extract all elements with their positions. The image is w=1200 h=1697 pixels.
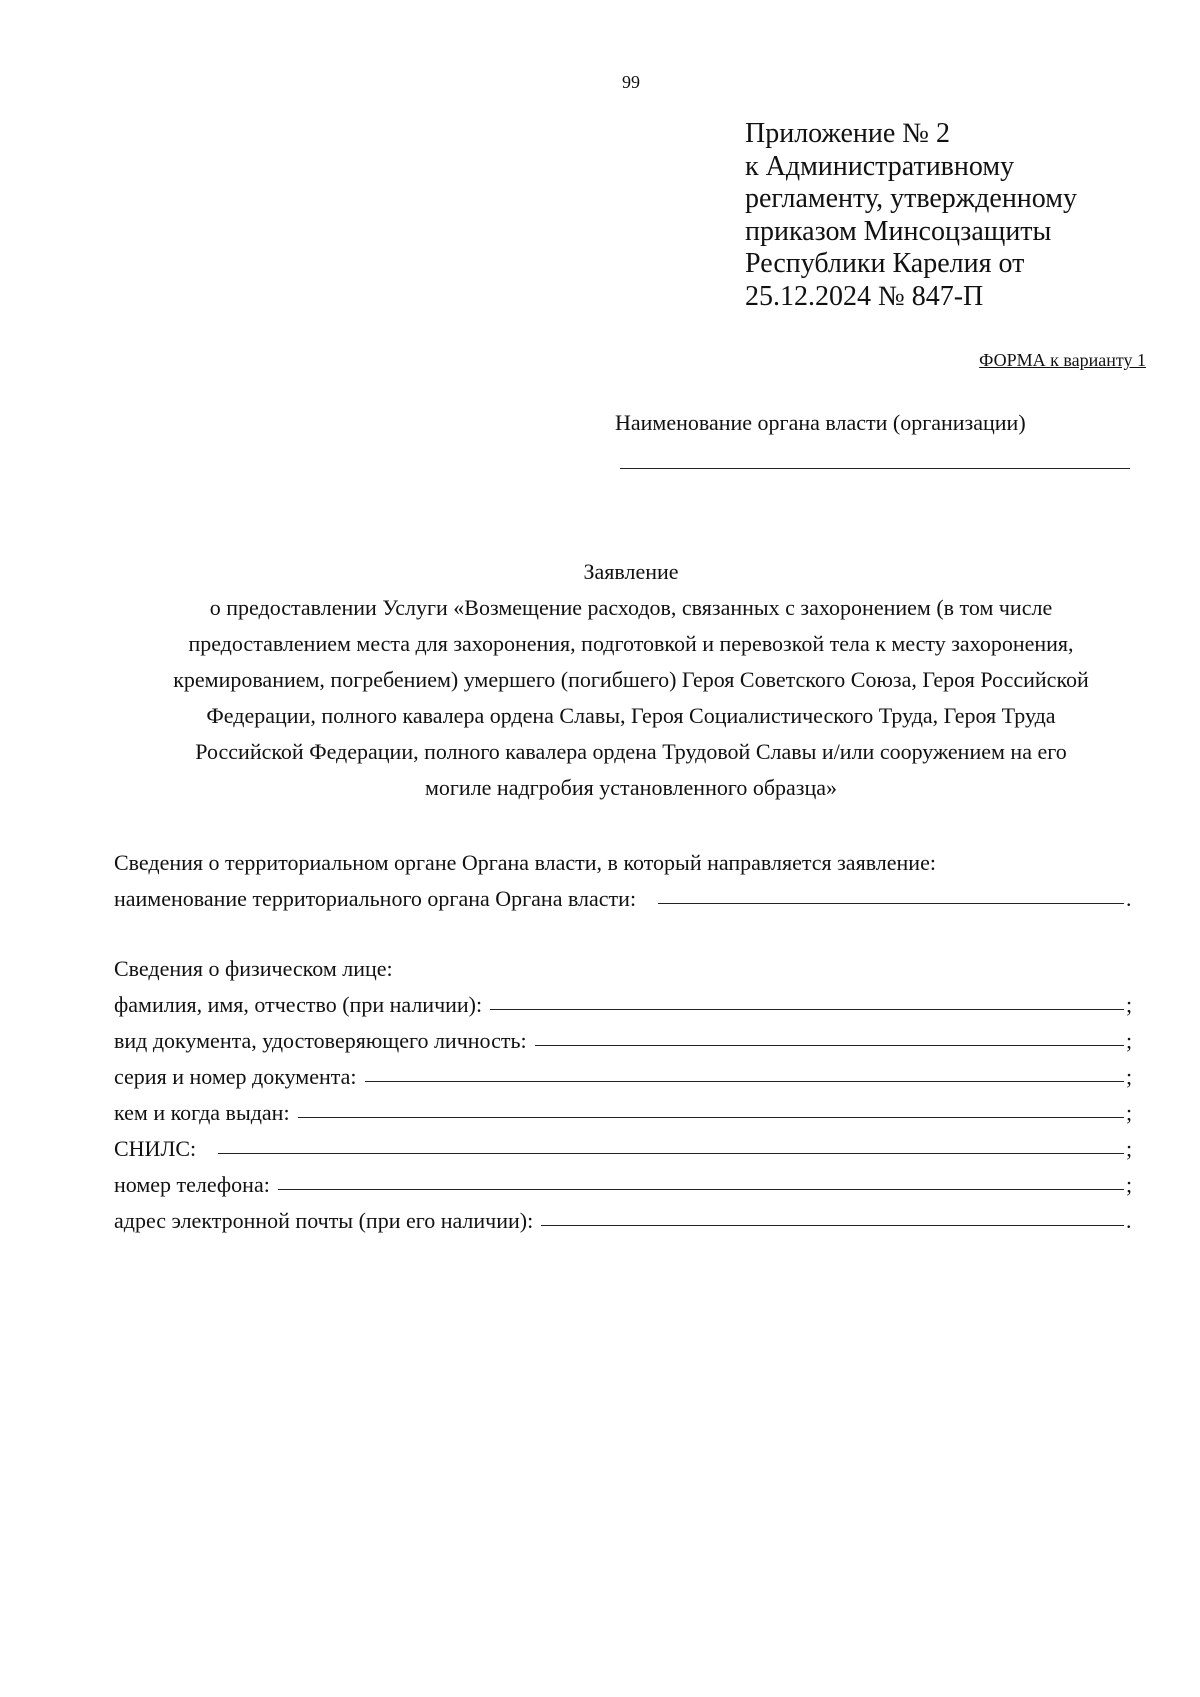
person-section [114, 946, 1134, 1234]
phone-field[interactable] [278, 1189, 1124, 1190]
statement-line: Федерации, полного кавалера ордена Славы, Героя Социалистического Труда, Героя Труда [206, 703, 1056, 728]
page-number: 99 [622, 72, 640, 92]
person-field-row [114, 1018, 1134, 1054]
appendix-line: регламенту, утвержденному [745, 183, 1077, 214]
statement-line: о предоставлении Услуги «Возмещение расходов, связанных с захоронением (в том числе [209, 595, 1053, 620]
person-field-row [114, 1126, 1134, 1162]
statement-title: Заявление [583, 559, 679, 584]
statement-line: Российской Федерации, полного кавалера ордена Трудовой Славы и/или сооружением на его [195, 739, 1067, 764]
territorial-field-row [114, 876, 1134, 912]
snils-label: СНИЛС: [114, 1136, 197, 1161]
authority-name-label: Наименование органа власти (организации) [615, 410, 1026, 435]
appendix-line: 25.12.2024 № 847-П [745, 280, 984, 312]
email-field[interactable] [541, 1225, 1124, 1226]
id-document-type-label: вид документа, удостоверяющего личность: [114, 1028, 527, 1053]
appendix-note [745, 118, 1077, 313]
id-document-type-field[interactable] [535, 1045, 1124, 1046]
territorial-field-label: наименование территориального органа Органа власти: [114, 886, 637, 911]
field-terminator: ; [1126, 1028, 1133, 1053]
field-terminator: . [1126, 886, 1132, 911]
authority-name-field[interactable] [620, 468, 1130, 469]
appendix-line: Приложение № 2 [745, 118, 950, 149]
section-heading-row [114, 946, 1134, 982]
statement-heading [100, 554, 1162, 806]
form-variant-label: ФОРМА к варианту 1 [979, 350, 1146, 370]
appendix-line: Республики Карелия от [745, 248, 1025, 279]
person-field-row [114, 1054, 1134, 1090]
document-number-field[interactable] [365, 1081, 1124, 1082]
statement-line: предоставлением места для захоронения, подготовкой и перевозкой тела к месту захоронения, [188, 631, 1074, 656]
person-field-row [114, 1162, 1134, 1198]
statement-line: могиле надгробия установленного образца» [424, 775, 838, 800]
person-heading: Сведения о физическом лице: [114, 956, 393, 981]
person-field-row [114, 982, 1134, 1018]
issued-by-field[interactable] [298, 1117, 1124, 1118]
phone-label: номер телефона: [114, 1172, 270, 1197]
field-terminator: ; [1126, 1172, 1133, 1197]
field-terminator: ; [1126, 1136, 1133, 1161]
full-name-label: фамилия, имя, отчество (при наличии): [114, 992, 483, 1017]
territorial-heading: Сведения о территориальном органе Органа власти, в который направляется заявление: [114, 850, 936, 875]
full-name-field[interactable] [490, 1009, 1124, 1010]
issued-by-label: кем и когда выдан: [114, 1100, 290, 1125]
field-terminator: ; [1126, 1100, 1133, 1125]
field-terminator: . [1126, 1208, 1132, 1233]
person-field-row [114, 1090, 1134, 1126]
document-number-label: серия и номер документа: [114, 1064, 357, 1089]
territorial-section [114, 840, 1134, 912]
appendix-line: приказом Минсоцзащиты [745, 215, 1052, 247]
field-terminator: ; [1126, 1064, 1133, 1089]
statement-line: кремированием, погребением) умершего (погибшего) Героя Советского Союза, Героя Российской [173, 667, 1089, 692]
appendix-line: к Административному [745, 150, 1015, 182]
person-field-row [114, 1198, 1134, 1234]
field-terminator: ; [1126, 992, 1133, 1017]
section-heading-row [114, 840, 1134, 876]
territorial-name-field[interactable] [658, 903, 1124, 904]
snils-field[interactable] [218, 1153, 1124, 1154]
email-label: адрес электронной почты (при его наличии): [114, 1208, 534, 1233]
